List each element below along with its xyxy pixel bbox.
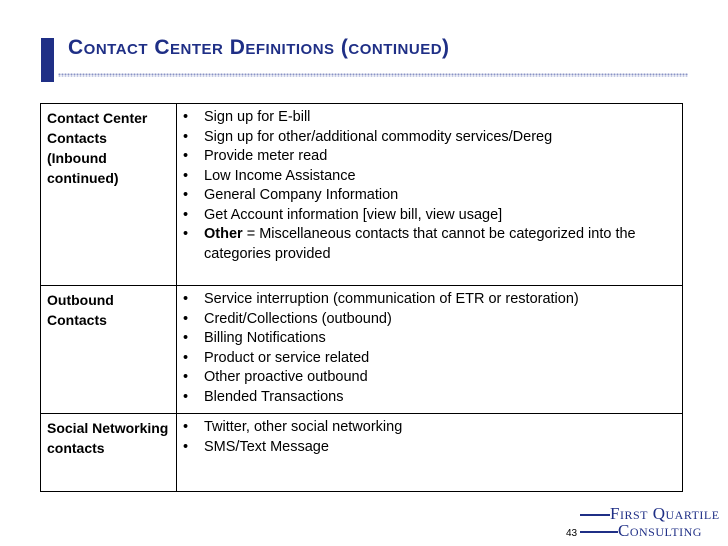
list-item: • SMS/Text Message — [183, 438, 676, 458]
list-item: • Sign up for E-bill — [183, 108, 676, 128]
company-logo — [580, 504, 728, 546]
row-items — [177, 414, 683, 492]
row-label: Social Networking contacts — [41, 414, 177, 492]
title-accent-bar — [41, 38, 54, 82]
bullet-list — [183, 418, 676, 457]
logo-rule-top — [580, 514, 610, 516]
table-row — [41, 104, 683, 286]
table-row — [41, 414, 683, 492]
table-row — [41, 286, 683, 414]
list-item: • Billing Notifications — [183, 329, 676, 349]
list-item: • Sign up for other/additional commodity services/Dereg — [183, 128, 676, 148]
list-item: • Blended Transactions — [183, 388, 676, 408]
row-label: Contact Center Contacts (Inbound continued) — [41, 104, 177, 286]
logo-text-line2: Consulting — [618, 521, 702, 540]
list-item: • Low Income Assistance — [183, 167, 676, 187]
bullet-list — [183, 290, 676, 407]
title-divider — [58, 73, 688, 77]
list-item: • Other = Miscellaneous contacts that cannot be categorized into the categories provided — [183, 225, 676, 264]
row-items — [177, 286, 683, 414]
list-item: • General Company Information — [183, 186, 676, 206]
definitions-table — [40, 103, 683, 492]
bullet-list — [183, 108, 676, 264]
list-item: • Credit/Collections (outbound) — [183, 310, 676, 330]
list-item: • Service interruption (communication of ETR or restoration) — [183, 290, 676, 310]
page-title: Contact Center Definitions (continued) — [68, 36, 450, 59]
list-item: • Product or service related — [183, 349, 676, 369]
logo-text-line1: First Quartile — [610, 504, 720, 523]
logo-rule-bottom — [580, 531, 618, 533]
list-item: • Get Account information [view bill, view usage] — [183, 206, 676, 226]
row-label: Outbound Contacts — [41, 286, 177, 414]
list-item: • Twitter, other social networking — [183, 418, 676, 438]
list-item: • Provide meter read — [183, 147, 676, 167]
bold-term: Other — [204, 226, 243, 242]
list-item: • Other proactive outbound — [183, 368, 676, 388]
page-number: 43 — [566, 528, 578, 539]
row-items — [177, 104, 683, 286]
